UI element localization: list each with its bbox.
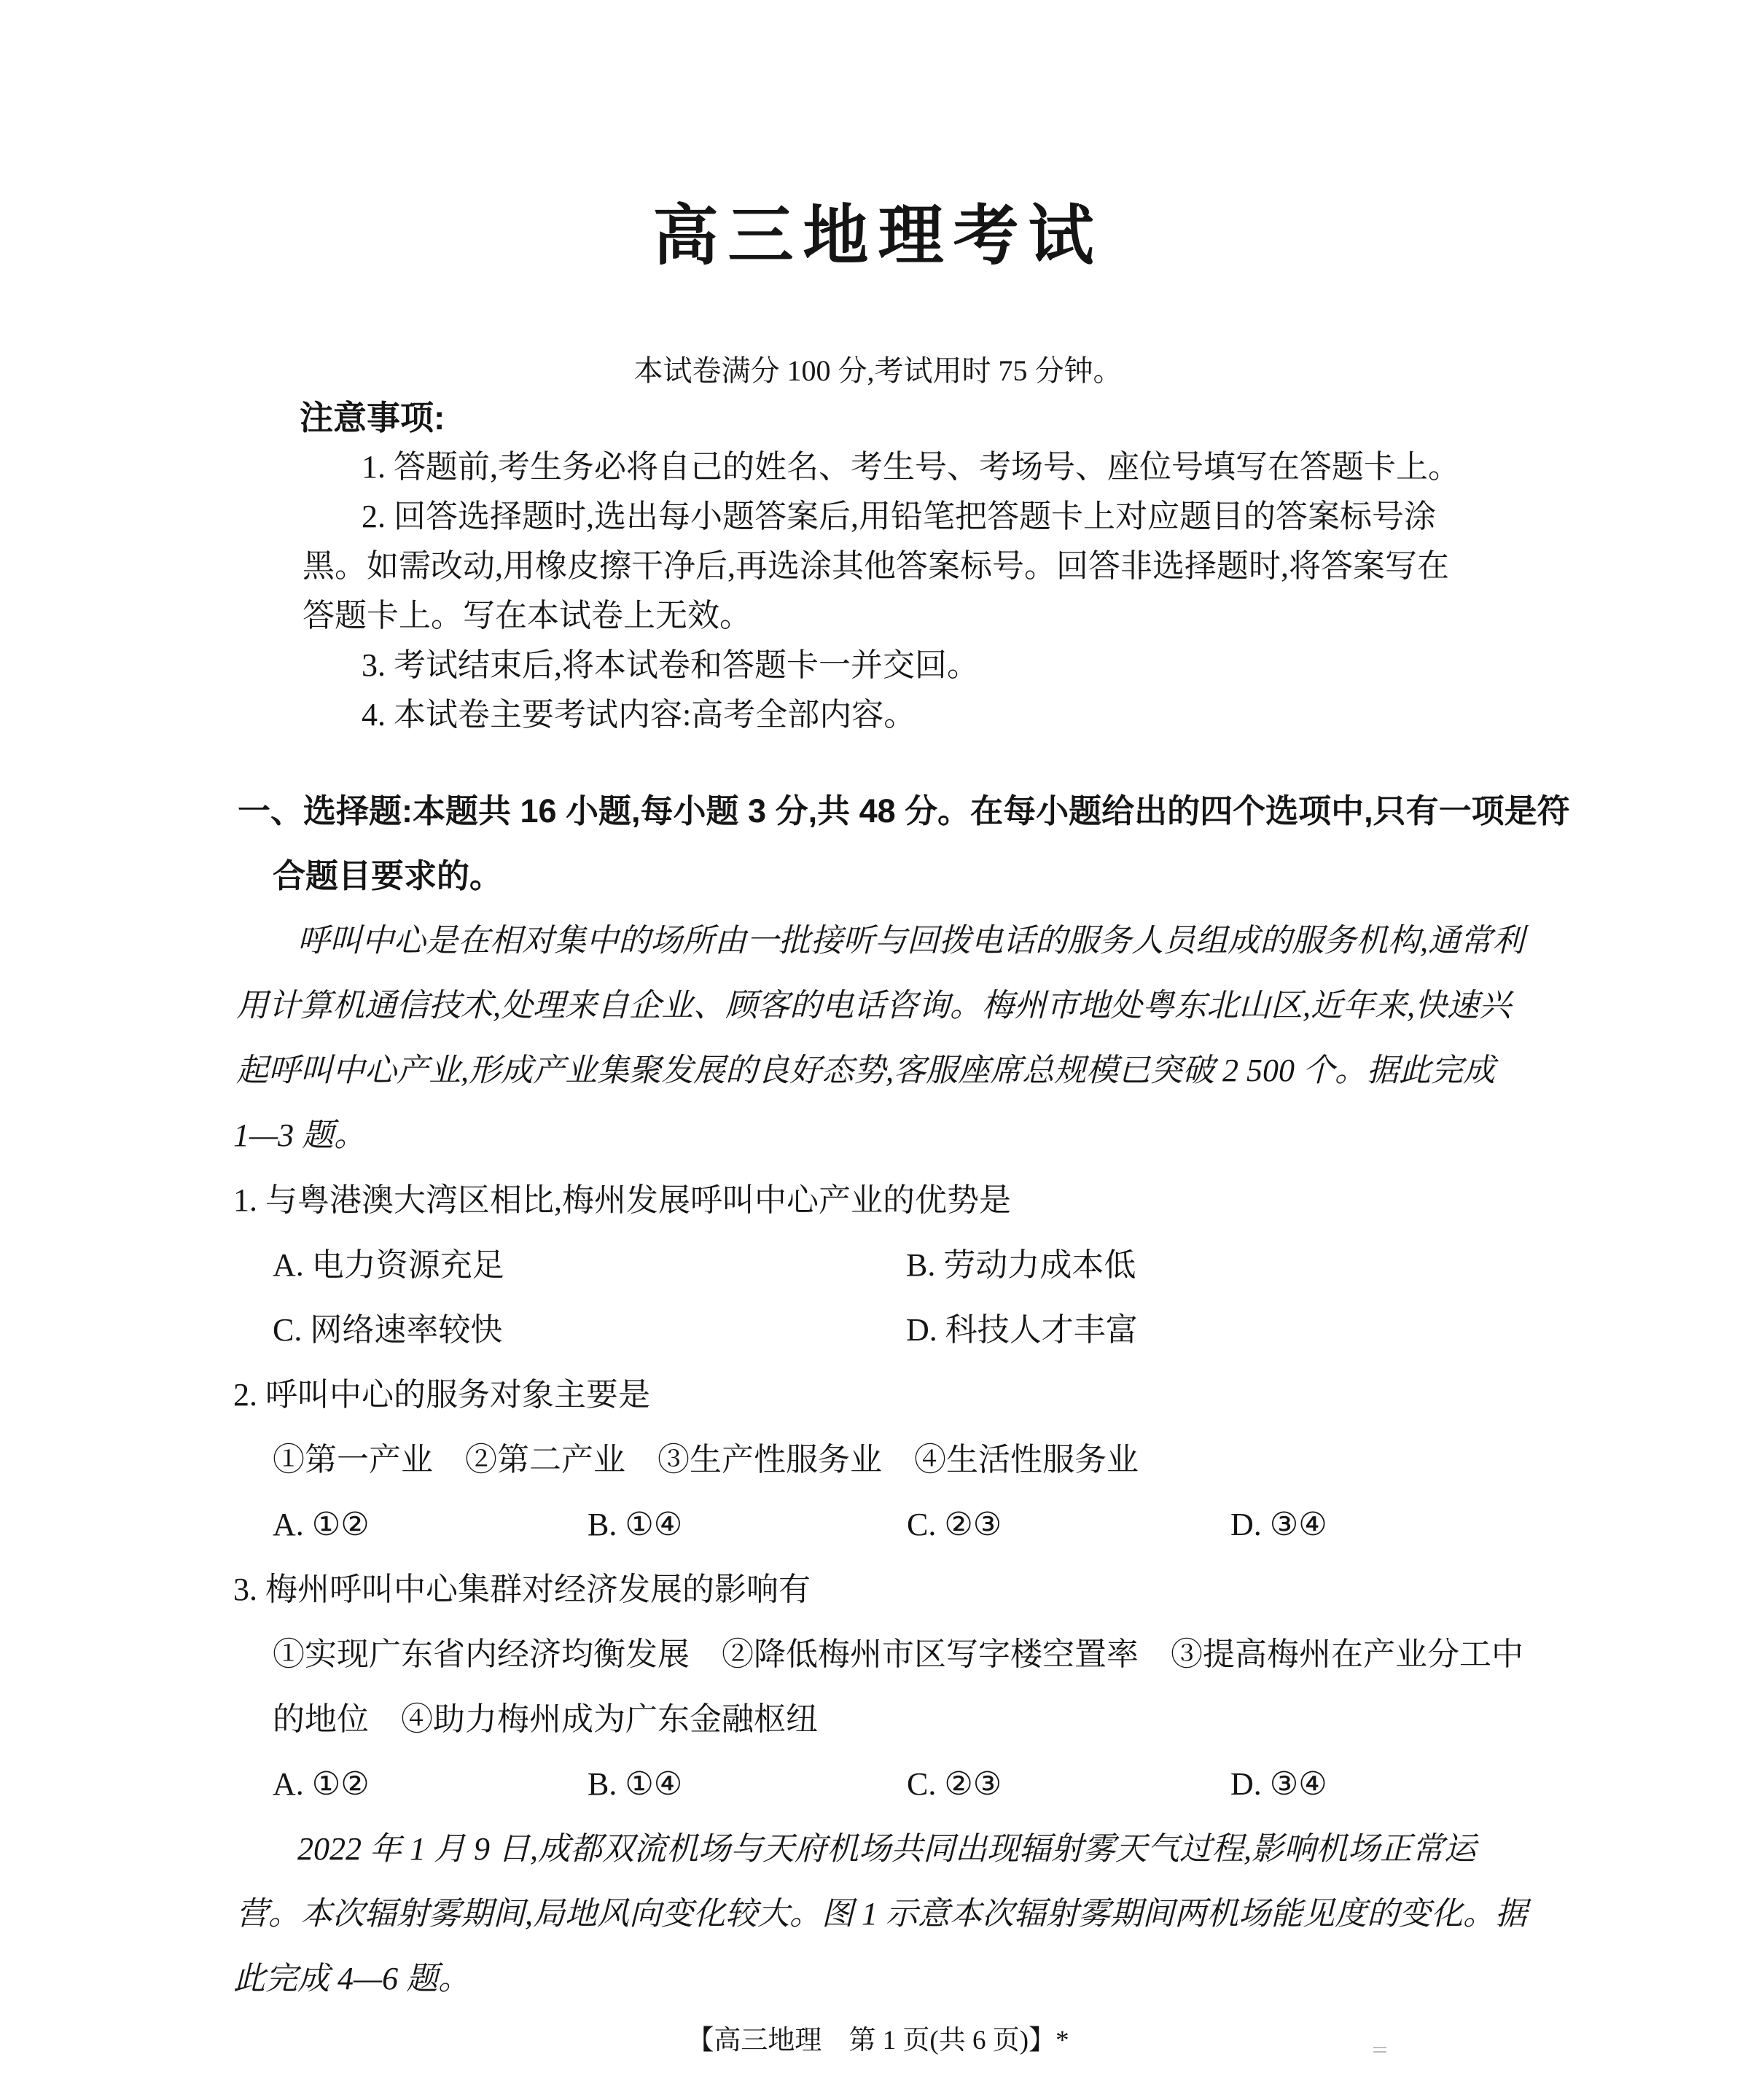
question-2-stem: 2. 呼叫中心的服务对象主要是 [233, 1377, 650, 1413]
question-3-stem: 3. 梅州呼叫中心集群对经济发展的影响有 [233, 1572, 811, 1607]
question-2-options-row [233, 1492, 1538, 1557]
question-2-sub-options: ①第一产业 ②第二产业 ③生产性服务业 ④生活性服务业 [273, 1442, 1139, 1478]
exam-subtitle: 本试卷满分 100 分,考试用时 75 分钟。 [633, 354, 1123, 387]
question-1-options-row-2 [233, 1297, 1538, 1362]
page-footer: 【高三地理 第 1 页(共 6 页)】* [687, 2026, 1069, 2056]
question-2-option-d: D. ③④ [1230, 1507, 1327, 1542]
notice-heading: 注意事项: [300, 399, 445, 437]
passage-1-line-3: 起呼叫中心产业,形成产业集聚发展的良好态势,客服座席总规模已突破 2 500 个。据此完成 [236, 1053, 1495, 1088]
passage-1-line-2: 用计算机通信技术,处理来自企业、顾客的电话咨询。梅州市地处粤东北山区,近年来,快速兴 [236, 988, 1511, 1023]
question-1-option-b: B. 劳动力成本低 [906, 1247, 1136, 1283]
exam-title: 高三地理考试 [652, 200, 1104, 273]
question-1-stem: 1. 与粤港澳大湾区相比,梅州发展呼叫中心产业的优势是 [233, 1182, 1011, 1218]
question-2-option-c: C. ②③ [907, 1507, 1002, 1542]
question-1-option-a: A. 电力资源充足 [273, 1247, 504, 1283]
question-1-option-d: D. 科技人才丰富 [906, 1312, 1138, 1348]
question-3-option-b: B. ①④ [588, 1766, 683, 1802]
notice-item-2-line-3: 答题卡上。写在本试卷上无效。 [303, 598, 752, 633]
question-3-sub-options-line-2: 的地位 ④助力梅州成为广东金融枢纽 [273, 1701, 818, 1737]
passage-1-line-1: 呼叫中心是在相对集中的场所由一批接听与回拨电话的服务人员组成的服务机构,通常利 [297, 923, 1524, 959]
passage-1-line-4: 1—3 题。 [233, 1117, 367, 1153]
question-1-option-c: C. 网络速率较快 [273, 1312, 503, 1348]
notice-item-2-line-1: 2. 回答选择题时,选出每小题答案后,用铅笔把答题卡上对应题目的答案标号涂 [362, 499, 1436, 534]
notice-block [300, 393, 1553, 740]
section-header-line-2: 合题目要求的。 [273, 857, 503, 894]
notice-item-1: 1. 答题前,考生务必将自己的姓名、考生号、考场号、座位号填写在答题卡上。 [362, 449, 1460, 485]
questions-section [233, 778, 1570, 2011]
section-header-line-1: 一、选择题:本题共 16 小题,每小题 3 分,共 48 分。在每小题给出的四个选项中,只有一项是符 [238, 792, 1570, 830]
question-3-option-c: C. ②③ [907, 1766, 1002, 1802]
passage-2-line-2: 营。本次辐射雾期间,局地风向变化较大。图 1 示意本次辐射雾期间两机场能见度的变化。据 [236, 1896, 1527, 1932]
passage-2-line-3: 此完成 4—6 题。 [233, 1961, 471, 1996]
passage-2-line-1: 2022 年 1 月 9 日,成都双流机场与天府机场共同出现辐射雾天气过程,影响机场正常运 [297, 1831, 1476, 1867]
notice-item-3: 3. 考试结束后,将本试卷和答题卡一并交回。 [362, 647, 979, 683]
question-3-sub-options-line-1: ①实现广东省内经济均衡发展 ②降低梅州市区写字楼空置率 ③提高梅州在产业分工中 [273, 1636, 1523, 1672]
question-3-options-row [233, 1752, 1538, 1816]
question-3-option-a: A. ①② [273, 1766, 370, 1802]
smudge-mark [1373, 2047, 1386, 2048]
question-3-option-d: D. ③④ [1230, 1766, 1327, 1802]
notice-item-4: 4. 本试卷主要考试内容:高考全部内容。 [362, 697, 916, 733]
question-1-options-row-1 [233, 1233, 1538, 1297]
question-2-option-b: B. ①④ [588, 1507, 683, 1542]
question-2-option-a: A. ①② [273, 1507, 370, 1542]
notice-item-2-line-2: 黑。如需改动,用橡皮擦干净后,再选涂其他答案标号。回答非选择题时,将答案写在 [303, 548, 1449, 584]
